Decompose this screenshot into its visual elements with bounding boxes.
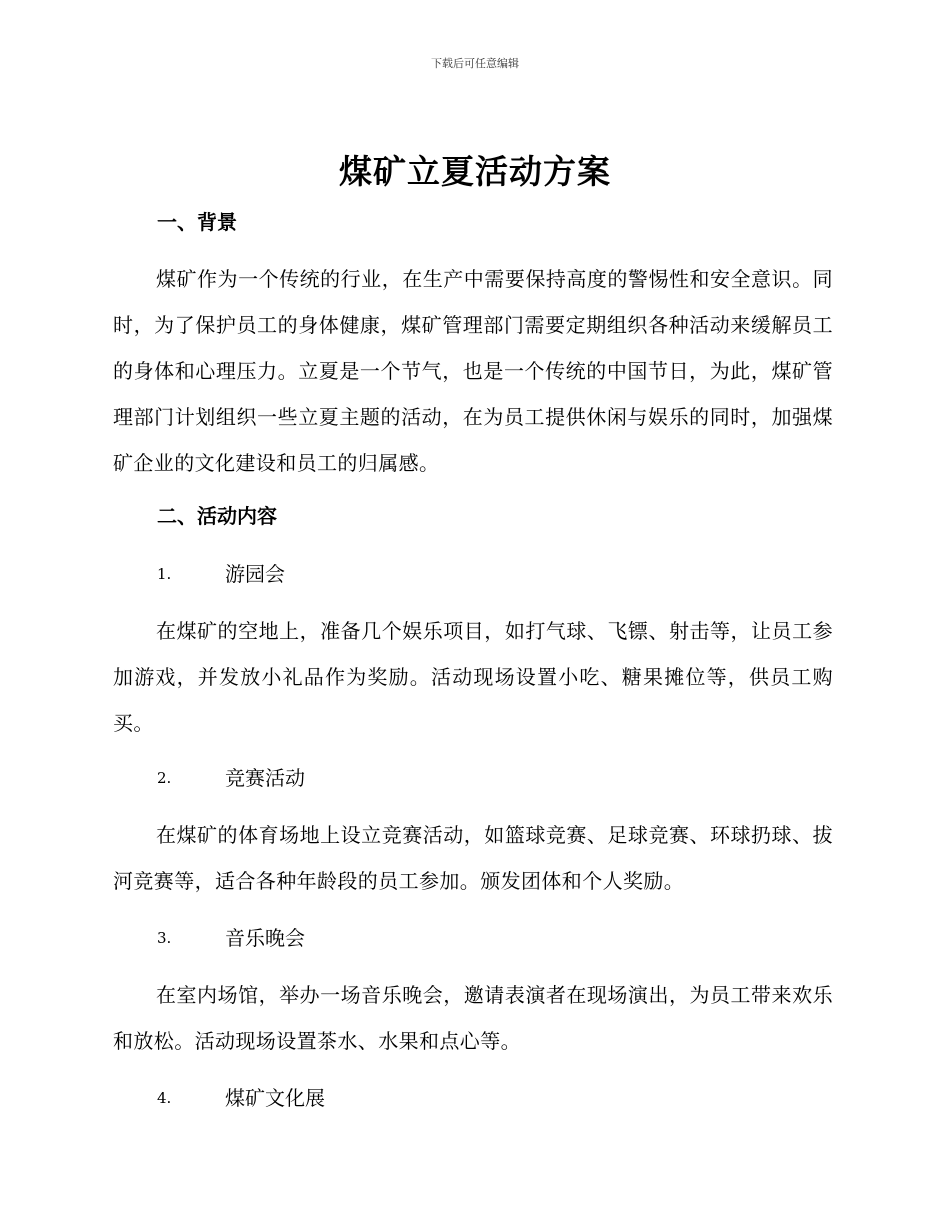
list-item-number: 4. — [157, 1089, 172, 1107]
header-note: 下载后可任意编辑 — [431, 57, 519, 70]
list-item-label: 竞赛活动 — [225, 766, 305, 790]
section-heading-background: 一、背景 — [157, 210, 237, 234]
item-paragraph: 在煤矿的空地上，准备几个娱乐项目，如打气球、飞镖、射击等，让员工参加游戏，并发放小礼品作为奖励。活动现场设置小吃、糖果摊位等，供员工购买。 — [113, 619, 833, 735]
section-heading-activities: 二、活动内容 — [157, 504, 277, 528]
item-paragraph: 在煤矿的体育场地上设立竞赛活动，如篮球竞赛、足球竞赛、环球扔球、拔河竞赛等，适合各种年龄段的员工参加。颁发团体和个人奖励。 — [113, 823, 833, 893]
background-paragraph: 煤矿作为一个传统的行业，在生产中需要保持高度的警惕性和安全意识。同时，为了保护员工的身体健康，煤矿管理部门需要定期组织各种活动来缓解员工的身体和心理压力。立夏是一个节气，也是一个传统的中国节日，为此，煤矿管理部门计划组织一些立夏主题的活动，在为员工提供休闲与娱乐的同时，加强煤矿企业的文化建设和员工的归属感。 — [113, 267, 833, 475]
list-item-number: 3. — [157, 929, 172, 947]
list-item-number: 2. — [157, 769, 172, 787]
list-item-label: 音乐晚会 — [225, 926, 305, 950]
list-item-number: 1. — [157, 565, 172, 583]
list-item-label: 游园会 — [225, 562, 285, 586]
list-item-label: 煤矿文化展 — [225, 1086, 325, 1110]
document-title: 煤矿立夏活动方案 — [339, 152, 611, 191]
item-paragraph: 在室内场馆，举办一场音乐晚会，邀请表演者在现场演出，为员工带来欢乐和放松。活动现场设置茶水、水果和点心等。 — [113, 983, 833, 1053]
